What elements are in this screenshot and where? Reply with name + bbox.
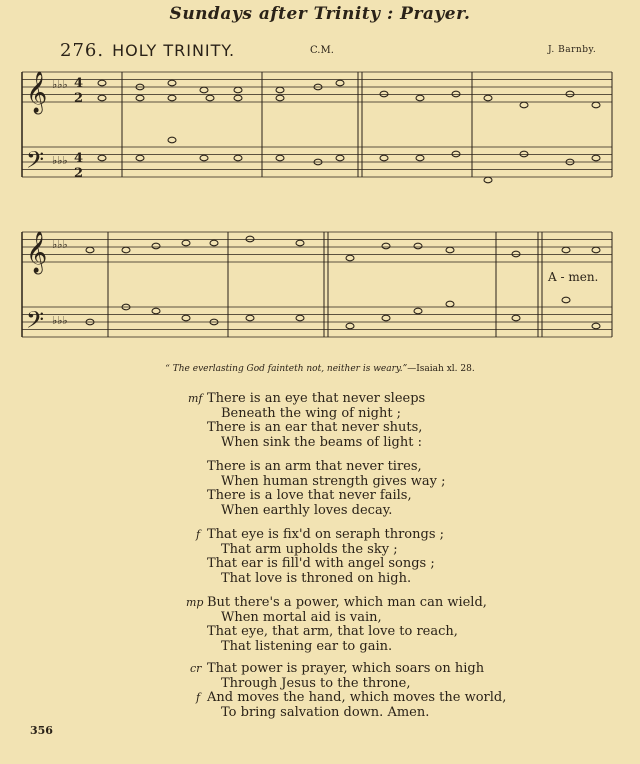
hymn-meter: C.M. [310, 45, 334, 56]
stanza-line: That eye, that arm, that love to reach, [207, 624, 458, 639]
dynamic-mark: cr [190, 662, 202, 675]
stanza-line: That listening ear to gain. [221, 638, 393, 654]
hymn-number: 276. [60, 40, 105, 61]
stanza-line: When mortal aid is vain, [221, 609, 382, 625]
stanza-line: That power is prayer, which soars on high [207, 661, 485, 676]
stanza-line: But there's a power, which man can wield, [207, 595, 487, 610]
bass-clef-icon: 𝄢 [26, 306, 45, 339]
stanza-line: That ear is fill'd with angel songs ; [207, 556, 435, 571]
page-number: 356 [30, 724, 53, 737]
hymn-composer: J. Barnby. [548, 45, 597, 55]
dynamic-mark: mp [186, 596, 204, 609]
amen-lyric: A - men. [548, 270, 599, 284]
notes-system-1-bass [98, 137, 600, 183]
svg-text:4: 4 [74, 76, 84, 91]
svg-text:♭♭♭: ♭♭♭ [52, 238, 68, 251]
dynamic-mark: mf [188, 392, 203, 405]
dynamic-mark: f [196, 691, 201, 704]
music-score [0, 60, 640, 350]
svg-text:♭♭♭: ♭♭♭ [52, 78, 68, 91]
epigraph-text: “ The everlasting God fainteth not, neither is weary.” [165, 364, 408, 374]
svg-text:2: 2 [74, 91, 84, 106]
stanza-line: That eye is fix'd on seraph throngs ; [207, 527, 445, 542]
dynamic-mark: f [196, 528, 201, 541]
notes-system-1-treble [98, 80, 600, 108]
staff-system-2-bass [22, 307, 612, 337]
hymn-title [60, 40, 235, 61]
treble-clef-icon: 𝄞 [26, 232, 48, 273]
notes-system-2-bass [86, 297, 600, 329]
svg-text:2: 2 [74, 166, 84, 181]
page-header: Sundays after Trinity : Prayer. [169, 4, 471, 24]
stanza-line: When sink the beams of light : [221, 434, 422, 450]
treble-clef-icon: 𝄞 [26, 72, 48, 113]
stanza-line: There is an arm that never tires, [207, 459, 422, 474]
stanza-line: That love is throned on high. [221, 570, 412, 586]
staff-system-1-treble [22, 72, 612, 102]
stanza-line: Through Jesus to the throne, [221, 675, 411, 691]
epigraph-reference: —Isaiah xl. 28. [407, 364, 475, 374]
stanza-line: Beneath the wing of night ; [221, 405, 402, 421]
stanza-line: That arm upholds the sky ; [221, 541, 398, 557]
svg-text:4: 4 [74, 151, 84, 166]
epigraph [0, 364, 640, 374]
stanza-line: When earthly loves decay. [221, 502, 393, 518]
stanza-line: To bring salvation down. Amen. [221, 704, 430, 720]
stanza-line: There is a love that never fails, [207, 488, 412, 503]
bass-clef-icon: 𝄢 [26, 146, 45, 179]
stanza-line: When human strength gives way ; [221, 473, 446, 489]
stanza-line: There is an ear that never shuts, [207, 420, 423, 435]
hymn-name: HOLY TRINITY. [112, 41, 236, 60]
stanza-line: And moves the hand, which moves the world, [207, 690, 507, 705]
stanza-line: There is an eye that never sleeps [207, 391, 426, 406]
svg-text:♭♭♭: ♭♭♭ [52, 154, 68, 167]
staff-system-2-treble [22, 232, 612, 262]
svg-text:♭♭♭: ♭♭♭ [52, 314, 68, 327]
